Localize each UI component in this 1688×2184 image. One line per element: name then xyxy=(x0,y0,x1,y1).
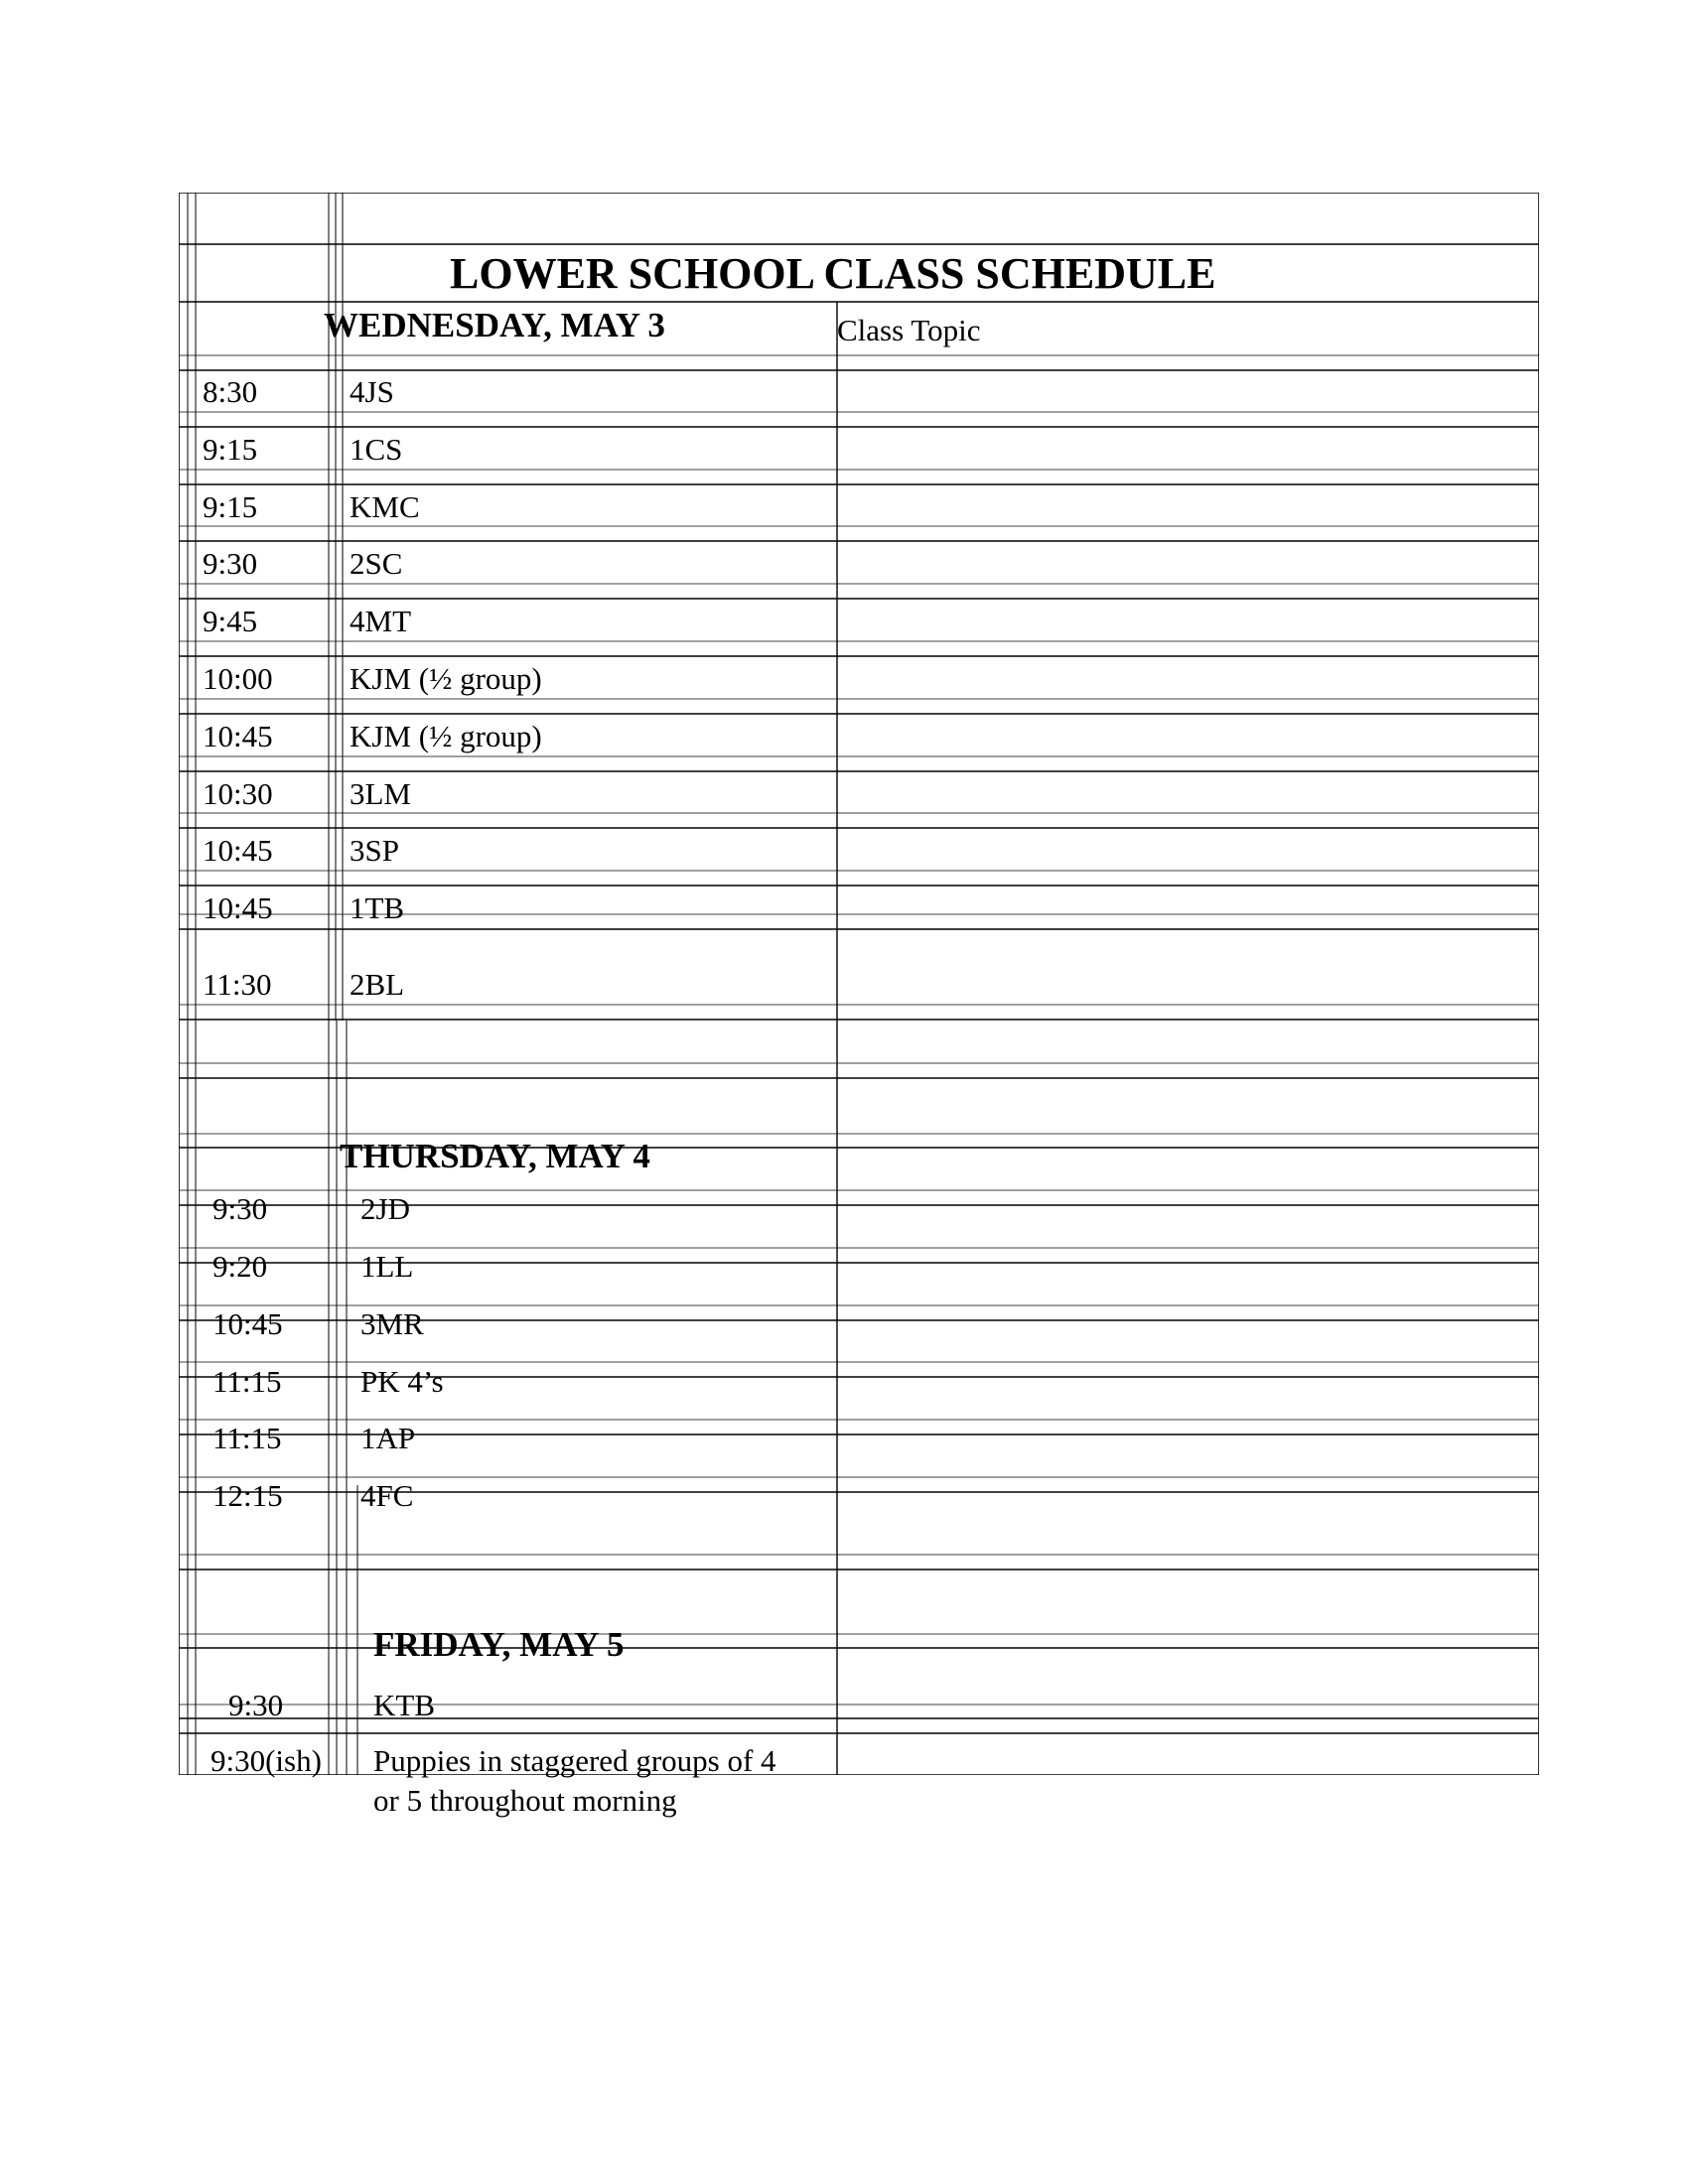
class-cell-continued: or 5 throughout morning xyxy=(373,1783,677,1818)
day-heading-friday: FRIDAY, MAY 5 xyxy=(373,1625,625,1664)
time-cell: 9:20 xyxy=(212,1249,268,1284)
class-cell: 1CS xyxy=(350,432,403,467)
class-cell: 2JD xyxy=(360,1191,410,1226)
time-cell: 9:30 xyxy=(203,546,258,581)
time-cell: 10:45 xyxy=(203,719,273,753)
time-cell: 10:45 xyxy=(203,890,273,925)
day-heading-wednesday: WEDNESDAY, MAY 3 xyxy=(324,306,665,344)
time-cell: 11:15 xyxy=(212,1421,282,1455)
time-cell: 12:15 xyxy=(212,1478,283,1513)
time-cell: 9:15 xyxy=(203,432,258,467)
class-cell: 3MR xyxy=(360,1306,424,1341)
time-cell: 10:30 xyxy=(203,776,273,811)
time-cell: 11:30 xyxy=(203,967,272,1002)
schedule-title: LOWER SCHOOL CLASS SCHEDULE xyxy=(450,249,1216,298)
class-cell: Puppies in staggered groups of 4 xyxy=(373,1743,776,1778)
class-cell: 4MT xyxy=(350,604,411,638)
class-cell: 1AP xyxy=(360,1421,416,1455)
time-cell: 9:15 xyxy=(203,489,258,524)
class-cell: 4JS xyxy=(350,374,394,409)
time-cell: 9:30 xyxy=(228,1688,284,1722)
class-cell: 3SP xyxy=(350,833,399,868)
day-heading-thursday: THURSDAY, MAY 4 xyxy=(340,1137,650,1175)
class-cell: KMC xyxy=(350,489,420,524)
class-cell: 4FC xyxy=(360,1478,414,1513)
class-cell: 2SC xyxy=(350,546,403,581)
class-cell: KJM (½ group) xyxy=(350,661,542,696)
time-cell: 10:00 xyxy=(203,661,273,696)
class-cell: 3LM xyxy=(350,776,411,811)
topic-column-header: Class Topic xyxy=(837,313,981,347)
time-cell: 9:45 xyxy=(203,604,258,638)
class-cell: KJM (½ group) xyxy=(350,719,542,753)
time-cell: 10:45 xyxy=(203,833,273,868)
class-cell: 1TB xyxy=(350,890,405,925)
time-cell: 9:30(ish) xyxy=(211,1743,322,1778)
time-cell: 9:30 xyxy=(212,1191,268,1226)
time-cell: 11:15 xyxy=(212,1364,282,1399)
class-cell: KTB xyxy=(373,1688,435,1722)
time-cell: 8:30 xyxy=(203,374,258,409)
class-cell: PK 4’s xyxy=(360,1364,444,1399)
time-cell: 10:45 xyxy=(212,1306,283,1341)
class-cell: 2BL xyxy=(350,967,405,1002)
schedule-table xyxy=(179,193,1539,1818)
class-cell: 1LL xyxy=(360,1249,414,1284)
